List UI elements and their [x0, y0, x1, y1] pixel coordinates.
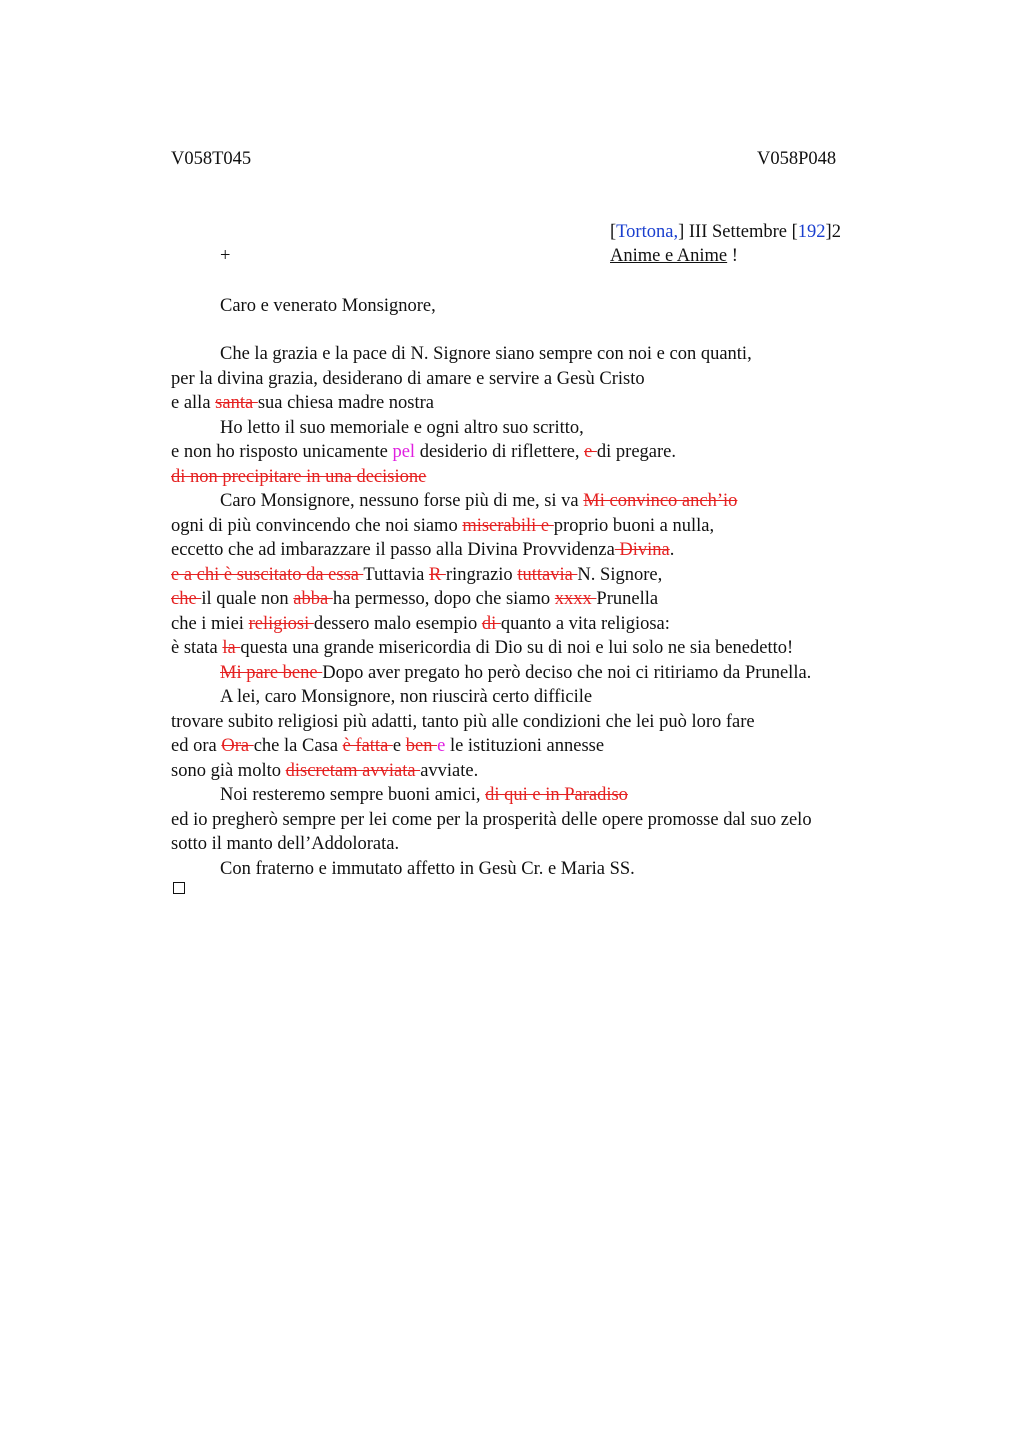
struck-text: miserabili e [462, 515, 554, 536]
line-text: ogni di più convincendo che noi siamo [171, 515, 463, 536]
struck-text: xxxx [554, 589, 597, 609]
letter-line [171, 636, 793, 661]
motto-text: Anime e Anime [610, 246, 728, 266]
struck-text: e a chi è suscitato da essa [171, 564, 364, 585]
dateline-date: III Settembre [684, 222, 792, 242]
line-text: quanto a vita religiosa: [500, 613, 670, 634]
letter-line [171, 465, 426, 490]
struck-text: discretam avviata [285, 760, 421, 781]
document-code-left: V058T045 [171, 149, 252, 169]
line-text: Prunella [596, 589, 659, 609]
motto [610, 244, 738, 268]
dateline-year-bracketed: 192 [797, 222, 826, 242]
struck-text: e [584, 442, 597, 462]
letter-line [171, 440, 676, 465]
line-text: Tuttavia [363, 564, 429, 585]
motto-exclaim: ! [727, 246, 738, 266]
line-text: di pregare. [596, 442, 677, 462]
line-text: ringrazio [445, 564, 518, 585]
struck-text: di qui e in Paradiso [485, 785, 628, 805]
letter-line [220, 783, 628, 808]
line-text: questa una grande misericordia di Dio su di noi e lui solo ne sia benedetto! [240, 638, 794, 658]
line-text: . [669, 540, 675, 560]
line-text: il quale non [201, 589, 294, 609]
dateline-year-end: 2 [831, 222, 841, 242]
struck-text: di [481, 613, 501, 634]
line-text: che i miei [171, 613, 249, 634]
document-code-right: V058P048 [757, 149, 837, 169]
line-text: ed io pregherò sempre per lei come per la prosperità delle opere promosse dal suo zelo [171, 809, 812, 830]
struck-text: santa [215, 393, 258, 413]
letter-line [171, 734, 604, 759]
line-text: per la divina grazia, desiderano di amare e servire a Gesù Cristo [171, 368, 645, 389]
line-text: proprio buoni a nulla, [553, 515, 715, 536]
struck-text: Ora [221, 736, 254, 756]
salutation: Caro e venerato Monsignore, [220, 296, 436, 316]
line-text: eccetto che ad imbarazzare il passo alla Divina Provvidenza [171, 540, 615, 560]
line-text: è stata [171, 638, 223, 658]
line-text: desiderio di riflettere, [415, 442, 585, 462]
struck-text: R [428, 564, 446, 585]
letter-line [171, 808, 812, 833]
letter-line [171, 514, 714, 539]
line-text: Ho letto il suo memoriale e ogni altro suo scritto, [220, 417, 584, 438]
dateline-year-open: [ [791, 222, 798, 242]
struck-text: di non precipitare in una decisione [171, 466, 427, 487]
line-text: A lei, caro Monsignore, non riuscirà certo difficile [220, 687, 593, 707]
struck-text: tuttavia [517, 564, 578, 585]
struck-text: religiosi [248, 613, 314, 634]
letter-line [171, 710, 755, 735]
line-text: ed ora [171, 736, 222, 756]
letter-line [171, 612, 670, 637]
inserted-text: pel [392, 442, 416, 462]
dateline-close-bracket: ] [678, 222, 685, 242]
line-text: che la Casa [253, 736, 343, 756]
letter-line [220, 857, 635, 882]
struck-text: abba [293, 589, 333, 609]
letter-line [171, 832, 399, 857]
struck-text: Divina [614, 540, 670, 560]
letter-line [171, 538, 674, 563]
letter-line [171, 563, 662, 588]
letter-line [220, 661, 811, 686]
letter-line [171, 759, 478, 784]
dateline-year-close: ] [825, 222, 832, 242]
line-text: trovare subito religiosi più adatti, tanto più alle condizioni che lei può loro fare [171, 711, 755, 732]
square-box-icon [173, 882, 185, 894]
line-text: sotto il manto dell’Addolorata. [171, 834, 400, 854]
struck-text: ben [405, 736, 438, 756]
dateline-place: Tortona, [616, 222, 679, 242]
cross-symbol: + [220, 246, 231, 266]
line-text: dessero malo esempio [313, 613, 482, 634]
line-text: N. Signore, [577, 564, 663, 585]
line-text: sono già molto [171, 760, 286, 781]
line-text: Noi resteremo sempre buoni amici, [220, 785, 486, 805]
line-text: ha permesso, dopo che siamo [332, 589, 555, 609]
line-text: Caro Monsignore, nessuno forse più di me, si va [220, 491, 584, 511]
line-text: e alla [171, 393, 216, 413]
line-text: e [392, 736, 406, 756]
letter-line [220, 416, 584, 441]
letter-line [220, 342, 752, 367]
struck-text: è fatta [342, 736, 393, 756]
line-text: Che la grazia e la pace di N. Signore siano sempre con noi e con quanti, [220, 344, 752, 364]
letter-line [220, 489, 737, 514]
struck-text: che [171, 589, 202, 609]
line-text: sua chiesa madre nostra [257, 393, 435, 413]
line-text: e non ho risposto unicamente [171, 442, 393, 462]
line-text: Dopo aver pregato ho però deciso che noi ci ritiriamo da Prunella. [322, 662, 812, 683]
struck-text: la [222, 638, 241, 658]
letter-line [220, 685, 592, 710]
dateline-open-bracket: [ [610, 222, 617, 242]
struck-text: Mi convinco anch’io [583, 491, 738, 511]
inserted-text: e [437, 736, 446, 756]
struck-text: Mi pare bene [220, 662, 323, 683]
letter-line [171, 587, 658, 612]
letter-line [171, 367, 645, 392]
dateline [610, 220, 841, 244]
line-text: avviate. [420, 760, 479, 781]
line-text: Con fraterno e immutato affetto in Gesù Cr. e Maria SS. [220, 858, 635, 879]
line-text: le istituzioni annesse [445, 736, 605, 756]
letter-line [171, 391, 434, 416]
